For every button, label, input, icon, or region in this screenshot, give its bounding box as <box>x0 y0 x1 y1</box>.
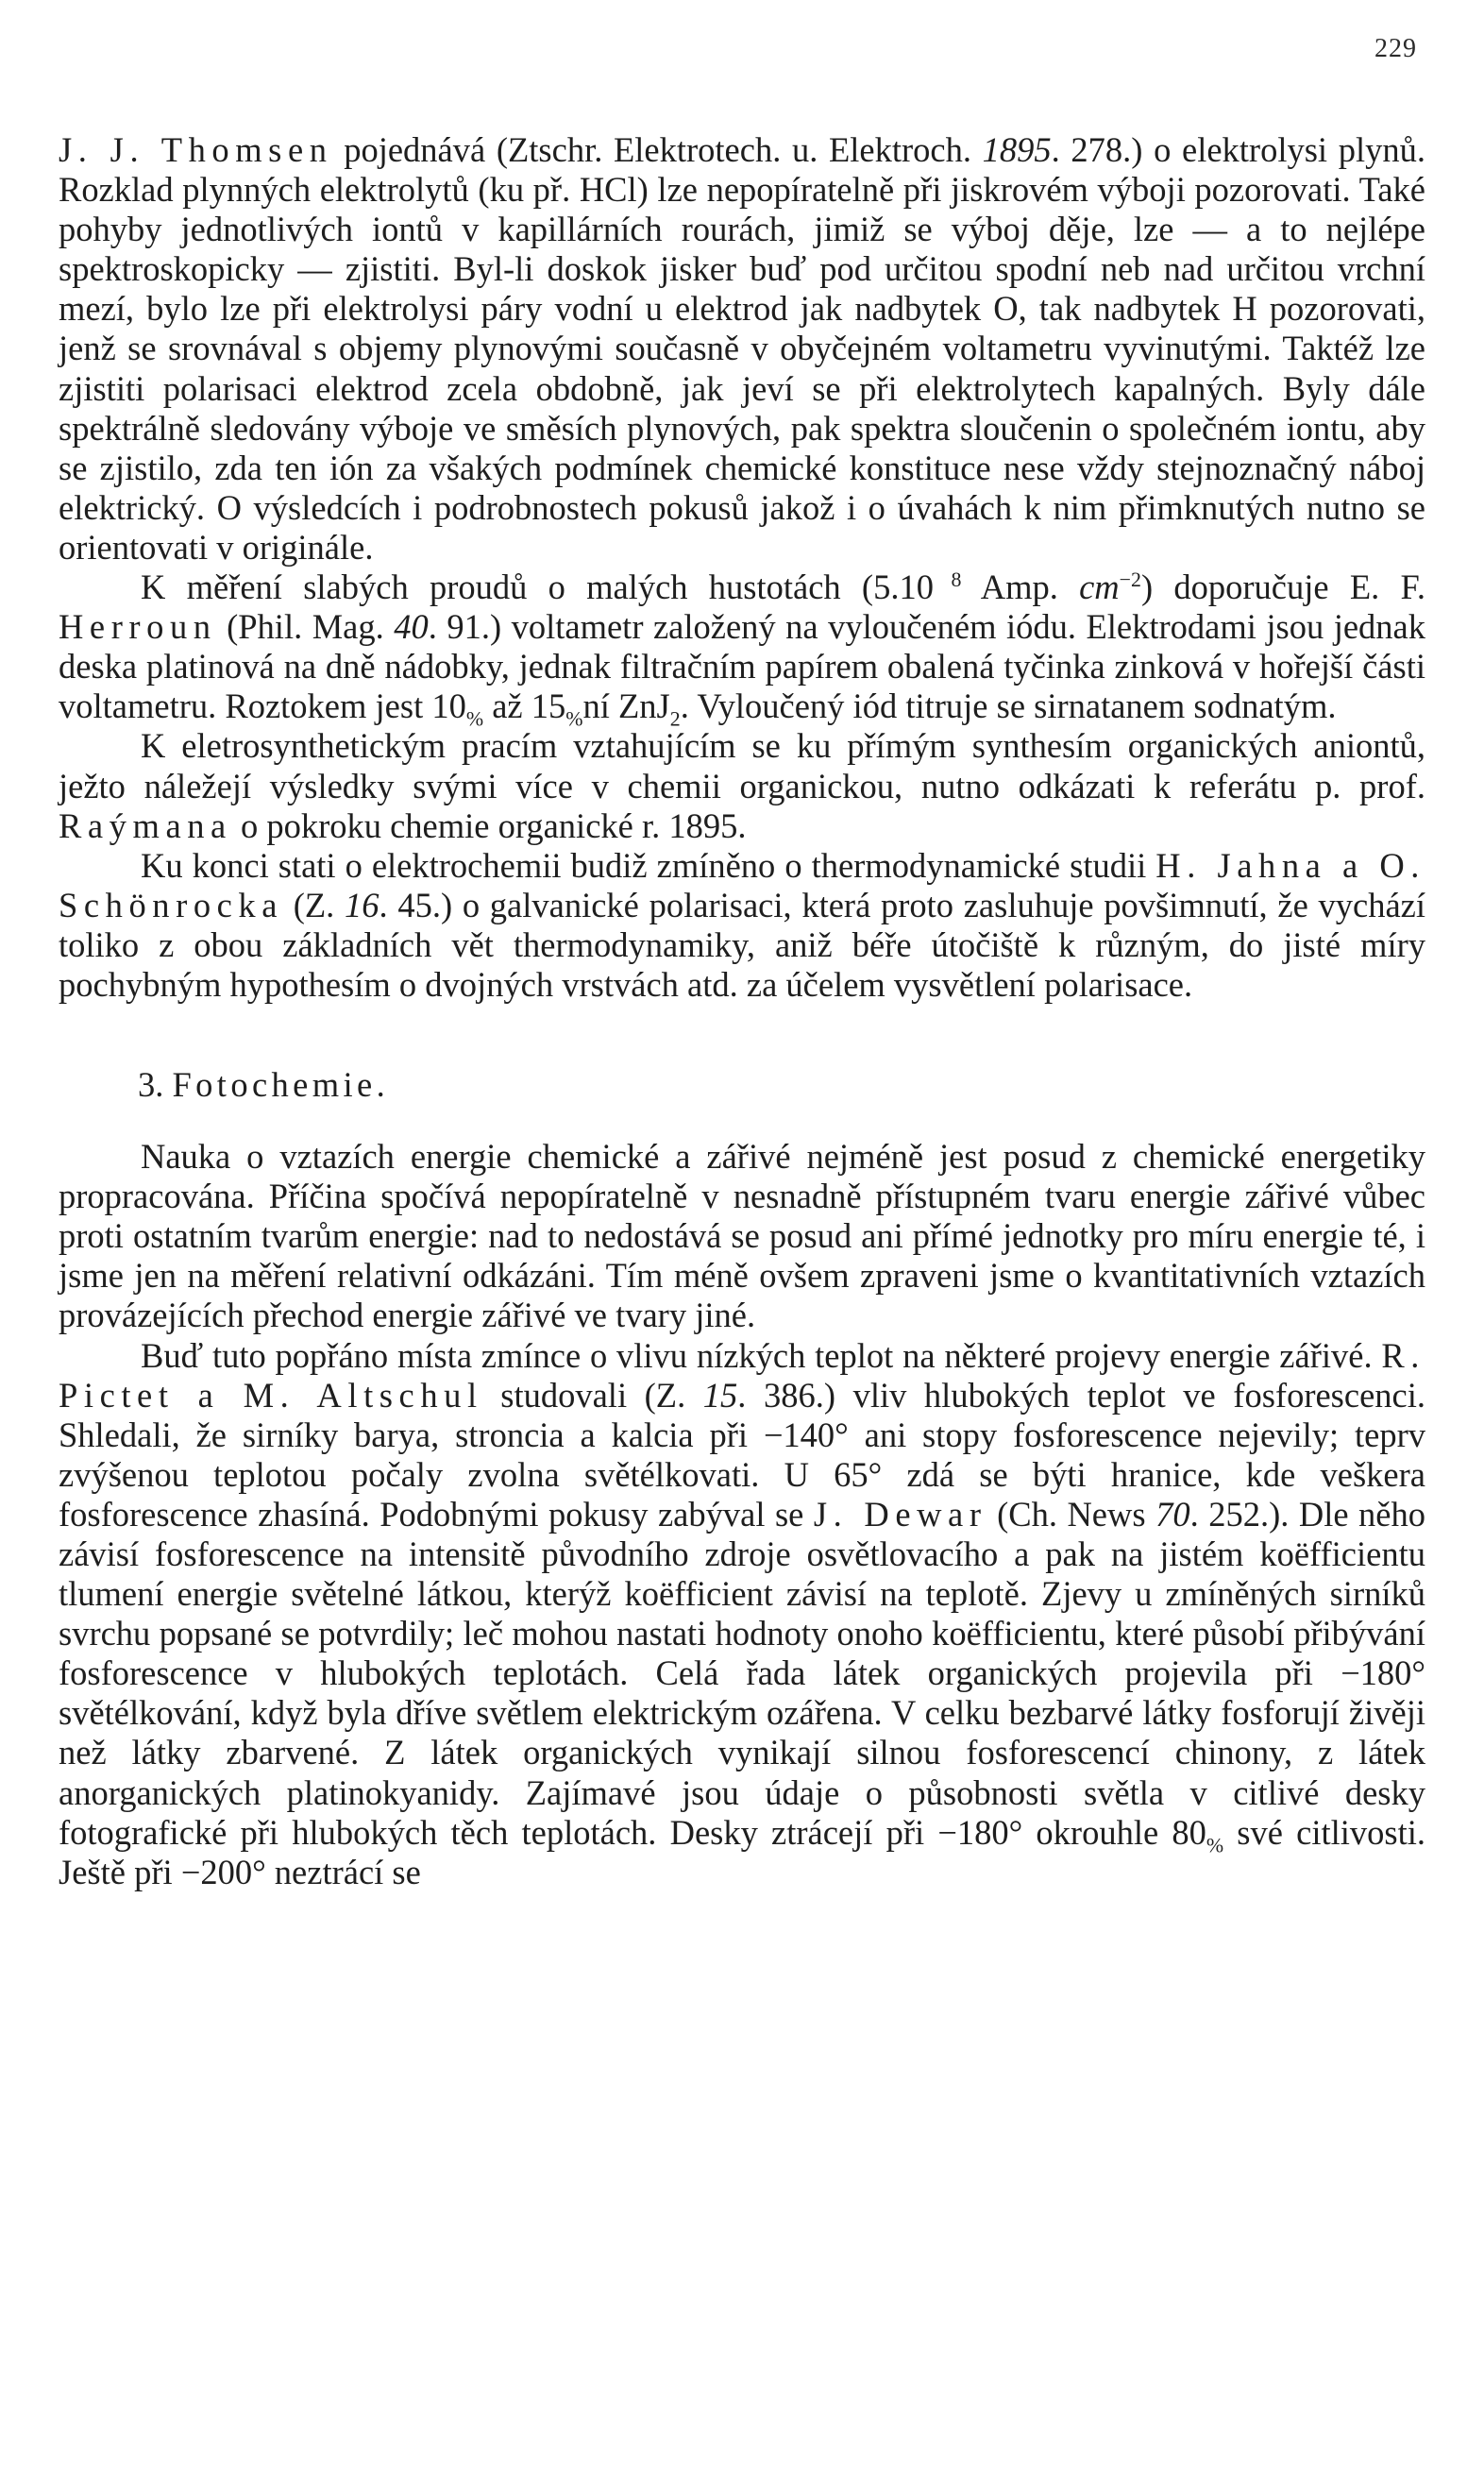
author-name: J. Dewar <box>813 1494 987 1534</box>
paragraph-low-temperatures: Buď tuto popřáno místa zmínce o vlivu nízkých teplot na některé projevy energie zářivé. R. Pictet a M. Altschul studovali (Z. 15. 386.) vliv hlubokých teplot ve fosforescenci. Shledali, že sirníky barya, stroncia a kalcia při −140° ani stopy fosforescence nejevily; teprv zvýšenou teplotou počaly zvolna světélkovati. U 65° zdá se býti hranice, kde veškera fosforescence zhasíná. Podobnými pokusy zabýval se J. Dewar (Ch. News 70. 252.). Dle něho závisí fosforescence na intensitě původního zdroje osvětlovacího a pak na jistém koëfficientu tlumení energie světelné látkou, kterýž koëfficient závisí na teplotě. Zjevy u zmíněných sirníků svrchu popsané se potvrdily; leč mohou nastati hodnoty onoho koëfficientu, které působí přibývání fosforescence v hlubokých teplotách. Celá řada látek organických projevila při −180° světélkování, když byla dříve světlem elektrickým ozářena. V celku bezbarvé látky fosforují živěji než látky zbarvené. Z látek organických vynikají silnou fosforescencí chinony, z látek anorganických platinokyanidy. Zajímavé jsou údaje o působnosti světla v citlivé desky fotografické při hlubokých těch teplotách. Desky ztrácejí při −180° okrouhle $80_{\%}$ své citlivosti. Ještě při −200° neztrácí se <box>59 1335 1426 1891</box>
author-name: R. Pictet a M. Altschul <box>59 1335 1425 1415</box>
section-title: Fotochemie. <box>172 1065 390 1105</box>
author-name: Herroun <box>59 607 217 647</box>
paragraph-photochemistry-intro: Nauka o vztazích energie chemické a zářivé nejméně jest posud z chemické energetiky propracována. Příčina spočívá nepopíratelně v nesnadně přístupném tvaru energie zářivé vůbec proti ostatním tvarům energie: nad to nedostává se posud ani přímé jednotky pro míru energie té, i jsme jen na měření relativní odkázáni. Tím méně ovšem zpraveni jsme o kvantitativních vztazích provázejících přechod energie zářivé ve tvary jiné. <box>59 1137 1425 1335</box>
paragraph-electrosynthesis: K eletrosynthetickým pracím vztahujícím se ku přímým synthesím organických aniontů, ježto náležejí výsledky svými více v chemii organickou, nutno odkázati k referátu p. prof. Raýmana o pokroku chemie organické r. 1895. <box>59 726 1425 845</box>
author-name: Raýmana <box>59 805 232 845</box>
paragraph-jahn-schonrock: Ku konci stati o elektrochemii budiž zmíněno o thermodynamické studii H. Jahna a O. Schönrocka (Z. 16. 45.) o galvanické polarisaci, která proto zasluhuje povšimnutí, že vychází toliko z obou základních vět thermodynamiky, aniž béře útočiště k různým, do jisté míry pochybným hypothesím o dvojných vrstvách atd. za účelem vysvětlení polarisace. <box>59 845 1425 1004</box>
section-number: 3. <box>138 1065 164 1105</box>
author-name: J. J. Thomsen <box>59 130 333 169</box>
author-name: H. Jahna a O. Schönrocka <box>59 845 1425 924</box>
body-text <box>59 130 1425 1892</box>
paragraph-herroun: K měření slabých proudů o malých hustotách (5.10 $^8$ Amp. $cm^{-2}$) doporučuje E. F. Herroun (Phil. Mag. 40. 91.) voltametr založený na vyloučeném iódu. Elektrodami jsou jednak deska platinová na dně nádobky, jednak filtračním papírem obalená tyčinka zinková v hořejší části voltametru. Roztokem jest $10_{\%}$ až $15_{\%}ní$ ZnJ$_2$. Vyloučený iód titruje se sirnatanem sodnatým. <box>59 567 1425 731</box>
journal-year: 1895 <box>982 130 1052 169</box>
paragraph-thomsen: J. J. Thomsen pojednává (Ztschr. Elektrotech. u. Elektroch. 1895. 278.) o elektrolysi plynů. Rozklad plynných elektrolytů (ku př. HCl) lze nepopíratelně při jiskrovém výboji pozorovati. Také pohyby jednotlivých iontů v kapillárních rourách, jimiž se výboj děje, lze — a to nejlépe spektroskopicky — zjistiti. Byl-li doskok jisker buď pod určitou spodní neb nad určitou vrchní mezí, bylo lze při elektrolysi páry vodní u elektrod jak nadbytek O, tak nadbytek H pozorovati, jenž se srovnával s objemy plynovými současně v obyčejném voltametru vyvinutými. Taktéž lze zjistiti polarisaci elektrod zcela obdobně, jak jeví se při elektrolytech kapalných. Byly dále spektrálně sledovány výboje ve směsích plynových, pak spektra sloučenin o společném iontu, aby se zjistilo, zda ten ión za všakých podmínek chemické konstituce nese vždy stejnoznačný náboj elektrický. O výsledcích i podrobnostech pokusů jakož i o úvahách k nim přimknutých nutno se orientovati v originále. <box>59 130 1425 567</box>
section-heading <box>138 1065 1425 1105</box>
page-number: 229 <box>1374 34 1417 63</box>
